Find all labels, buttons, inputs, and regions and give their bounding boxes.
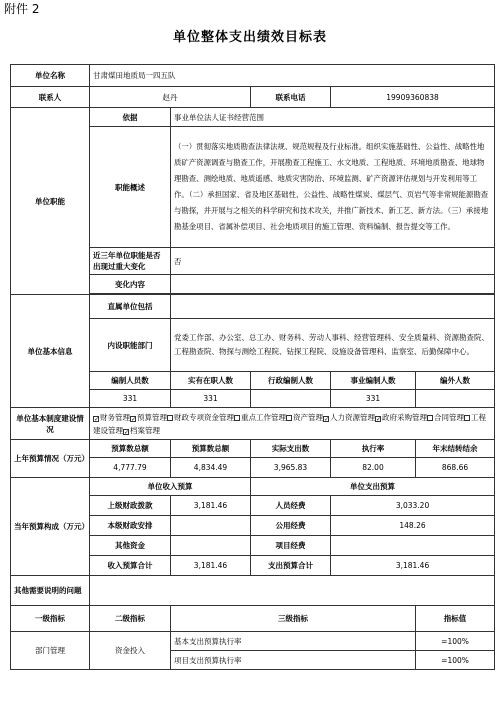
subordinate-label: 直属单位包括 (90, 295, 171, 319)
income-row-label: 其他资金 (90, 536, 171, 556)
last-year-value-4: 868.66 (416, 458, 495, 478)
attachment-label: 附件 2 (4, 2, 40, 16)
change-content-value (171, 275, 495, 294)
staff-value-authorized: 331 (90, 390, 171, 408)
unchecked-box-icon (286, 415, 292, 421)
internal-dept-label: 内设职能部门 (90, 319, 171, 372)
staff-value-admin (251, 390, 331, 408)
last-year-value-1: 4,834.49 (171, 458, 251, 478)
system-item-label: 预算管理 (137, 412, 167, 422)
last-year-value-0: 4,777.79 (90, 458, 171, 478)
expense-header: 单位支出预算 (251, 478, 495, 496)
basis-label: 依据 (90, 108, 171, 127)
expense-row-value (331, 536, 495, 556)
checked-box-icon: ✓ (94, 415, 100, 423)
change-content-label: 变化内容 (90, 275, 171, 294)
last-year-label: 上年预算情况（万元） (11, 440, 90, 478)
checked-box-icon: ✓ (376, 415, 382, 423)
unchecked-box-icon (464, 415, 470, 421)
basis-value: 事业单位法人证书经营范围 (171, 108, 495, 127)
expense-row-label: 公用经费 (251, 516, 331, 536)
staff-header-institution: 事业编制人数 (331, 372, 416, 390)
indicator-header-level1: 一级指标 (11, 606, 90, 632)
summary-value: （一）贯彻落实地质勘查法律法规、规范规程及行业标准。组织实施基础性、公益性、战略性地质矿产资源调查与勘查工作，开展勘查工程施工、水文地质、工程地质、环境地质勘查、地球物理勘查、测绘地质、地质遥感、地质灾害防治、环境监测、矿产资源评估规划与开发利用等工作。（二）承担国家、省及地区基础性、公益性、战略性煤炭、煤层气、页岩气等非常规能源勘查与勘探，并开展与之相关的科学研究和技术攻关，并推广新技术、新工艺、新方法。（三）承接地勘基金项目、省属补偿项目、社会地质项目的施工管理、资料编制、报告提交等工作。 (171, 127, 495, 248)
indicator-value: =100% (416, 651, 495, 670)
phone-label: 联系电话 (251, 87, 331, 108)
system-item-label: 合同管理 (434, 412, 464, 422)
system-item (167, 413, 234, 422)
indicator-level1: 部门管理 (11, 632, 90, 670)
unit-name-value: 甘肃煤田地质局一四五队 (90, 65, 495, 87)
staff-header-admin: 行政编制人数 (251, 372, 331, 390)
internal-dept-value: 党委工作部、办公室、总工办、财务科、劳动人事科、经营管理科、安全质量科、资源勘查院、工程勘查院、物探与测绘工程院、钻探工程院、设施设备管理科、监察室、后勤保障中心。 (171, 319, 495, 372)
other-issues-label: 其他需要说明的问题 (11, 576, 90, 606)
system-item-label: 重点工作管理 (241, 412, 286, 422)
income-row-label: 上级财政拨款 (90, 496, 171, 516)
system-item-label: 政府采购管理 (382, 412, 427, 422)
duties-section-label: 单位职能 (11, 108, 90, 295)
system-item (234, 413, 286, 422)
indicator-level2: 资金投入 (90, 632, 171, 670)
last-year-value-3: 82.00 (331, 458, 416, 478)
last-year-header-3: 执行率 (331, 440, 416, 458)
indicator-header-level2: 二级指标 (90, 606, 171, 632)
change-label: 近三年单位职能是否出现过重大变化 (90, 248, 171, 275)
other-issues-value (90, 576, 495, 606)
expense-row-label: 项目经费 (251, 536, 331, 556)
indicator-header-level3: 三级指标 (171, 606, 416, 632)
expense-row-value: 3,033.20 (331, 496, 495, 516)
system-item (427, 413, 464, 422)
staff-value-institution: 331 (331, 390, 416, 408)
indicator-level3-name: 项目支出预算执行率 (171, 651, 416, 670)
system-item-label: 财政专项资金管理 (174, 412, 234, 422)
income-total-label: 收入预算合计 (90, 556, 171, 576)
system-item (123, 426, 160, 435)
system-item (130, 413, 167, 422)
expense-total-label: 支出预算合计 (251, 556, 331, 576)
system-label: 单位基本制度建设情况 (11, 408, 90, 440)
system-item (286, 413, 323, 422)
income-total-value: 3,181.46 (171, 556, 251, 576)
system-item (93, 413, 130, 422)
checked-box-icon: ✓ (124, 428, 130, 436)
staff-value-extra (416, 390, 495, 408)
phone-value: 19909360838 (331, 87, 495, 108)
system-item-label: 资产管理 (293, 412, 323, 422)
indicator-value: =100% (416, 632, 495, 651)
change-value: 否 (171, 248, 495, 275)
unchecked-box-icon (234, 415, 240, 421)
system-item-label: 财务管理 (100, 412, 130, 422)
staff-value-actual: 331 (171, 390, 251, 408)
income-row-value (171, 536, 251, 556)
system-item-label: 人力资源管理 (330, 412, 375, 422)
system-item-label: 工程建设管理 (93, 412, 486, 435)
page-title: 单位整体支出绩效目标表 (172, 30, 327, 45)
system-item (375, 413, 427, 422)
staff-header-actual: 实有在职人数 (171, 372, 251, 390)
subordinate-value (171, 295, 495, 319)
income-row-value (171, 516, 251, 536)
last-year-header-4: 年末结转结余 (416, 440, 495, 458)
last-year-header-1: 预算数总额 (171, 440, 251, 458)
indicator-header-value: 指标值 (416, 606, 495, 632)
system-item-label: 档案管理 (130, 425, 160, 435)
income-row-value: 3,181.46 (171, 496, 251, 516)
system-checklist (90, 408, 495, 440)
contact-label: 联系人 (11, 87, 90, 108)
last-year-header-2: 实际支出数 (251, 440, 331, 458)
contact-value: 赵丹 (90, 87, 251, 108)
income-header: 单位收入预算 (90, 478, 251, 496)
checked-box-icon: ✓ (324, 415, 330, 423)
unit-name-label: 单位名称 (11, 65, 90, 87)
last-year-header-0: 预算数总额 (90, 440, 171, 458)
expense-row-label: 人员经费 (251, 496, 331, 516)
summary-label: 职能概述 (90, 127, 171, 248)
unchecked-box-icon (427, 415, 433, 421)
performance-target-table (10, 64, 495, 670)
system-item (323, 413, 375, 422)
expense-row-value: 148.26 (331, 516, 495, 536)
checked-box-icon: ✓ (131, 415, 137, 423)
income-row-label: 本级财政安排 (90, 516, 171, 536)
unchecked-box-icon (167, 415, 173, 421)
indicator-level3-name: 基本支出预算执行率 (171, 632, 416, 651)
staff-header-extra: 编外人数 (416, 372, 495, 390)
current-year-label: 当年预算构成（万元） (11, 478, 90, 576)
last-year-value-2: 3,965.83 (251, 458, 331, 478)
basic-section-label: 单位基本信息 (11, 295, 90, 408)
staff-header-authorized: 编制人员数 (90, 372, 171, 390)
expense-total-value: 3,181.46 (331, 556, 495, 576)
